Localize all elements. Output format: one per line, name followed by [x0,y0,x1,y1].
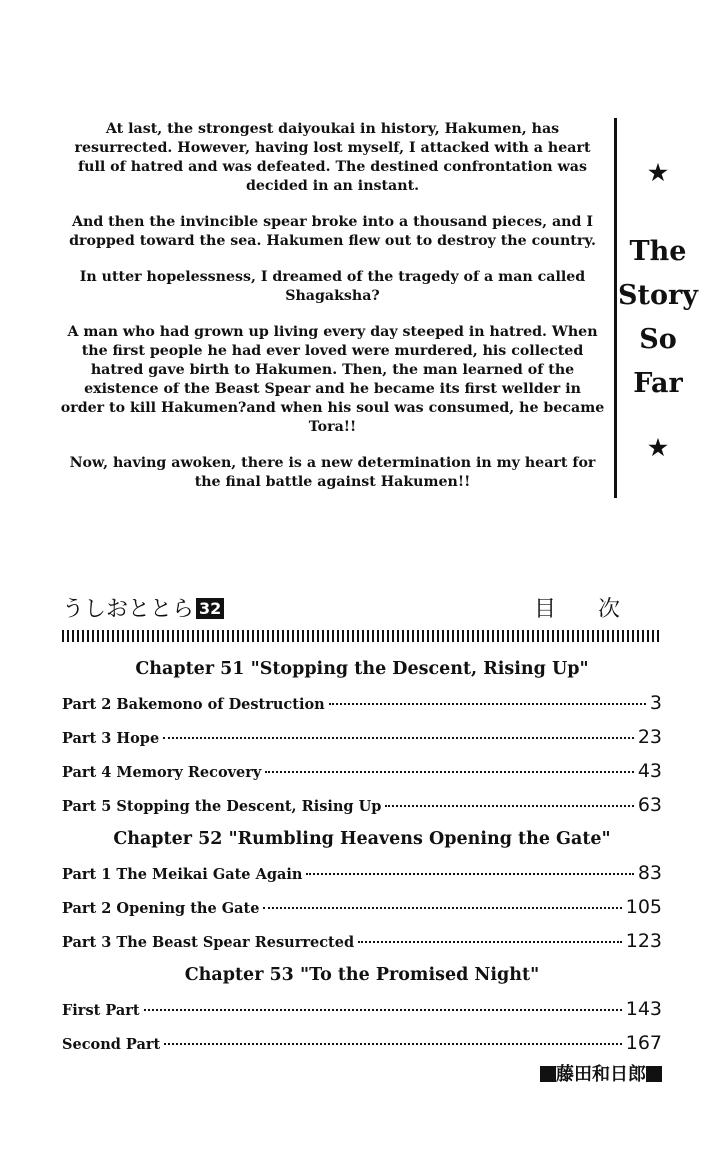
author-credit [540,1060,662,1086]
series-title [62,592,224,623]
toc-entry: Part 3 Hope 23 [62,726,662,748]
author-name: 藤田和日郎 [556,1064,646,1085]
heading-word: Far [633,368,683,399]
heading-word: So [639,324,677,355]
toc-entry: Part 5 Stopping the Descent, Rising Up 63 [62,794,662,816]
toc-entry: Part 2 Opening the Gate 105 [62,896,662,918]
toc-entry: Part 1 The Meikai Gate Again 83 [62,862,662,884]
tick-bar-divider [62,630,662,642]
star-icon: ★ [648,160,668,186]
heading-word: Story [618,280,698,311]
square-icon [646,1066,662,1082]
contents-label: 目次 [533,597,662,622]
series-name: うしおととら [62,597,195,622]
chapter-heading: Chapter 52 "Rumbling Heavens Opening the Gate" [113,829,611,849]
star-icon: ★ [648,435,668,461]
story-paragraph: At last, the strongest daiyoukai in history, Hakumen, has resurrected. However, having lost myself, I attacked with a heart full of hatred and was defeated. The destined confrontation was decided in an instant. [74,121,591,194]
toc-entry: First Part 143 [62,998,662,1020]
chapter-heading: Chapter 53 "To the Promised Night" [184,965,540,985]
toc-header [62,592,662,622]
vertical-divider [614,118,617,498]
story-so-far-text [60,120,605,509]
story-paragraph: In utter hopelessness, I dreamed of the tragedy of a man called Shagaksha? [79,269,586,304]
toc-entry: Second Part 167 [62,1032,662,1054]
chapter-heading: Chapter 51 "Stopping the Descent, Rising Up" [135,659,589,679]
heading-word: The [629,236,687,267]
story-paragraph: Now, having awoken, there is a new determination in my heart for the final battle against Hakumen!! [69,455,596,490]
square-icon [540,1066,556,1082]
story-paragraph: And then the invincible spear broke into a thousand pieces, and I dropped toward the sea. Hakumen flew out to destroy the country. [69,214,596,249]
toc-entry: Part 3 The Beast Spear Resurrected 123 [62,930,662,952]
toc-entry: Part 4 Memory Recovery 43 [62,760,662,782]
table-of-contents [62,652,662,1060]
toc-entry: Part 2 Bakemono of Destruction 3 [62,692,662,714]
story-paragraph: A man who had grown up living every day steeped in hatred. When the first people he had ever loved were murdered, his collected hatred gave birth to Hakumen. Then, the man learned of the existence of the Beast Spear and he became its first wellder in order to kill Hakumen?and when his soul was consumed, he became Tora!! [60,324,605,435]
volume-badge: 32 [196,598,224,619]
